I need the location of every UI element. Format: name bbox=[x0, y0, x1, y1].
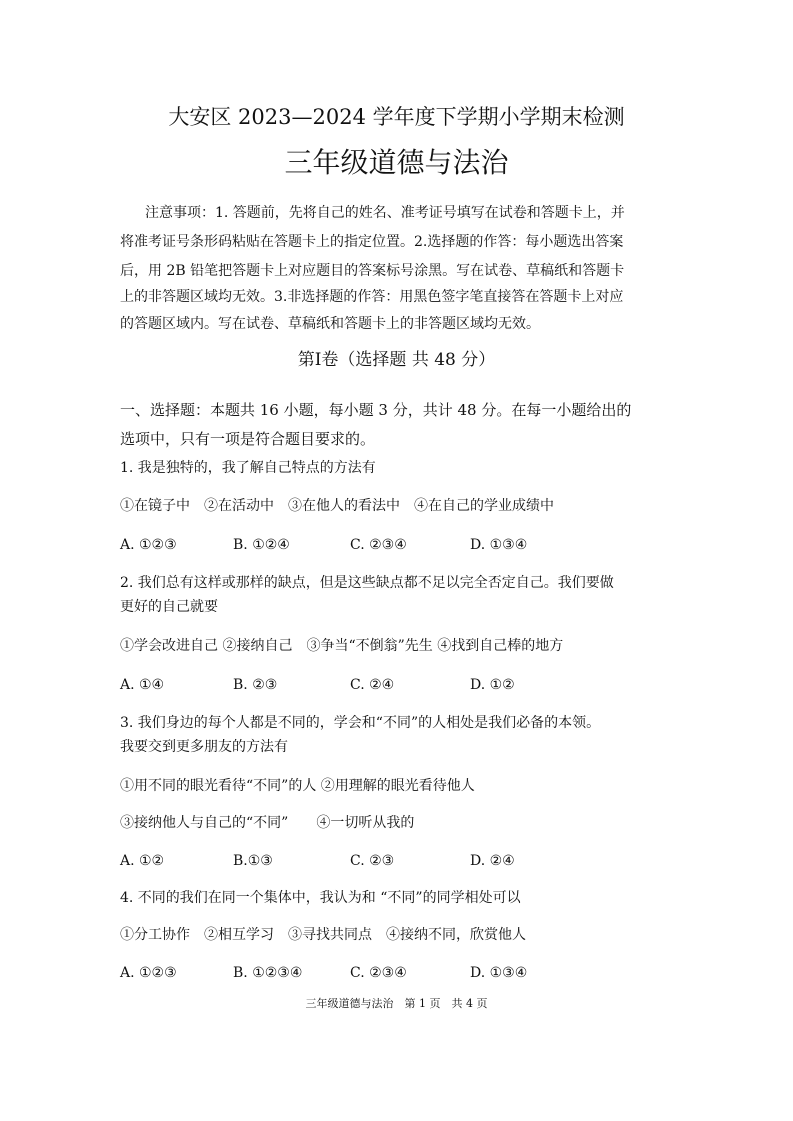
question-1-stem: 1. 我是独特的，我了解自己特点的方法有 bbox=[120, 460, 376, 476]
notice-line-5: 的答题区域内。写在试卷、草稿纸和答题卡上的非答题区域均无效。 bbox=[120, 316, 540, 332]
notice-line-1: 注意事项：1. 答题前，先将自己的姓名、准考证号填写在试卷和答题卡上，并 bbox=[145, 205, 625, 221]
question-1-option-b: B. ①②④ bbox=[233, 537, 290, 553]
section-instruction-1: 一、选择题：本题共 16 小题，每小题 3 分，共计 48 分。在每一小题给出的 bbox=[120, 401, 632, 419]
question-1-option-c: C. ②③④ bbox=[350, 537, 407, 553]
question-3-stem-2: 我要交到更多朋友的方法有 bbox=[120, 739, 288, 755]
question-3-option-b: B.①③ bbox=[233, 853, 273, 869]
notice-line-2: 将准考证号条形码粘贴在答题卡上的指定位置。2.选择题的作答：每小题选出答案 bbox=[120, 234, 624, 250]
question-2-option-a: A. ①④ bbox=[120, 677, 165, 693]
notice-line-4: 上的非答题区域均无效。3.非选择题的作答：用黑色签字笔直接答在答题卡上对应 bbox=[120, 289, 624, 305]
question-4-stem: 4. 不同的我们在同一个集体中，我认为和 “不同”的同学相处可以 bbox=[120, 890, 521, 906]
question-2-stem-2: 更好的自己就要 bbox=[120, 599, 218, 615]
section-instruction-2: 选项中，只有一项是符合题目要求的。 bbox=[120, 430, 376, 448]
question-4-option-b: B. ①②③④ bbox=[233, 965, 303, 981]
question-2-option-c: C. ②④ bbox=[350, 677, 395, 693]
question-1-option-a: A. ①②③ bbox=[120, 537, 177, 553]
notice-line-3: 后，用 2B 铅笔把答题卡上对应题目的答案标号涂黑。写在试卷、草稿纸和答题卡 bbox=[120, 263, 625, 279]
question-3-stem-1: 3. 我们身边的每个人都是不同的，学会和“不同”的人相处是我们必备的本领。 bbox=[120, 715, 601, 731]
question-3-option-a: A. ①② bbox=[120, 853, 165, 869]
question-3-option-c: C. ②③ bbox=[350, 853, 395, 869]
question-4-option-d: D. ①③④ bbox=[470, 965, 528, 981]
question-1-option-d: D. ①③④ bbox=[470, 537, 528, 553]
subject-title: 三年级道德与法治 bbox=[284, 146, 509, 179]
question-2-option-b: B. ②③ bbox=[233, 677, 278, 693]
question-3-items-1: ①用不同的眼光看待“不同”的人 ②用理解的眼光看待他人 bbox=[120, 778, 475, 794]
question-2-option-d: D. ①② bbox=[470, 677, 515, 693]
question-4-option-a: A. ①②③ bbox=[120, 965, 177, 981]
page-footer: 三年级道德与法治 第 1 页 共 4 页 bbox=[305, 997, 488, 1010]
question-3-option-d: D. ②④ bbox=[470, 853, 515, 869]
question-4-option-c: C. ②③④ bbox=[350, 965, 407, 981]
question-4-items: ①分工协作 ②相互学习 ③寻找共同点 ④接纳不同，欣赏他人 bbox=[120, 927, 526, 943]
section-title: 第Ⅰ卷（选择题 共 48 分） bbox=[297, 350, 496, 370]
question-1-items: ①在镜子中 ②在活动中 ③在他人的看法中 ④在自己的学业成绩中 bbox=[120, 498, 554, 514]
question-2-items: ①学会改进自己 ②接纳自己 ③争当“不倒翁”先生 ④找到自己棒的地方 bbox=[120, 638, 564, 654]
question-2-stem-1: 2. 我们总有这样或那样的缺点，但是这些缺点都不足以完全否定自己。我们要做 bbox=[120, 575, 614, 591]
exam-title: 大安区 2023—2024 学年度下学期小学期末检测 bbox=[168, 105, 625, 129]
question-3-items-2: ③接纳他人与自己的“不同” ④一切听从我的 bbox=[120, 815, 415, 831]
